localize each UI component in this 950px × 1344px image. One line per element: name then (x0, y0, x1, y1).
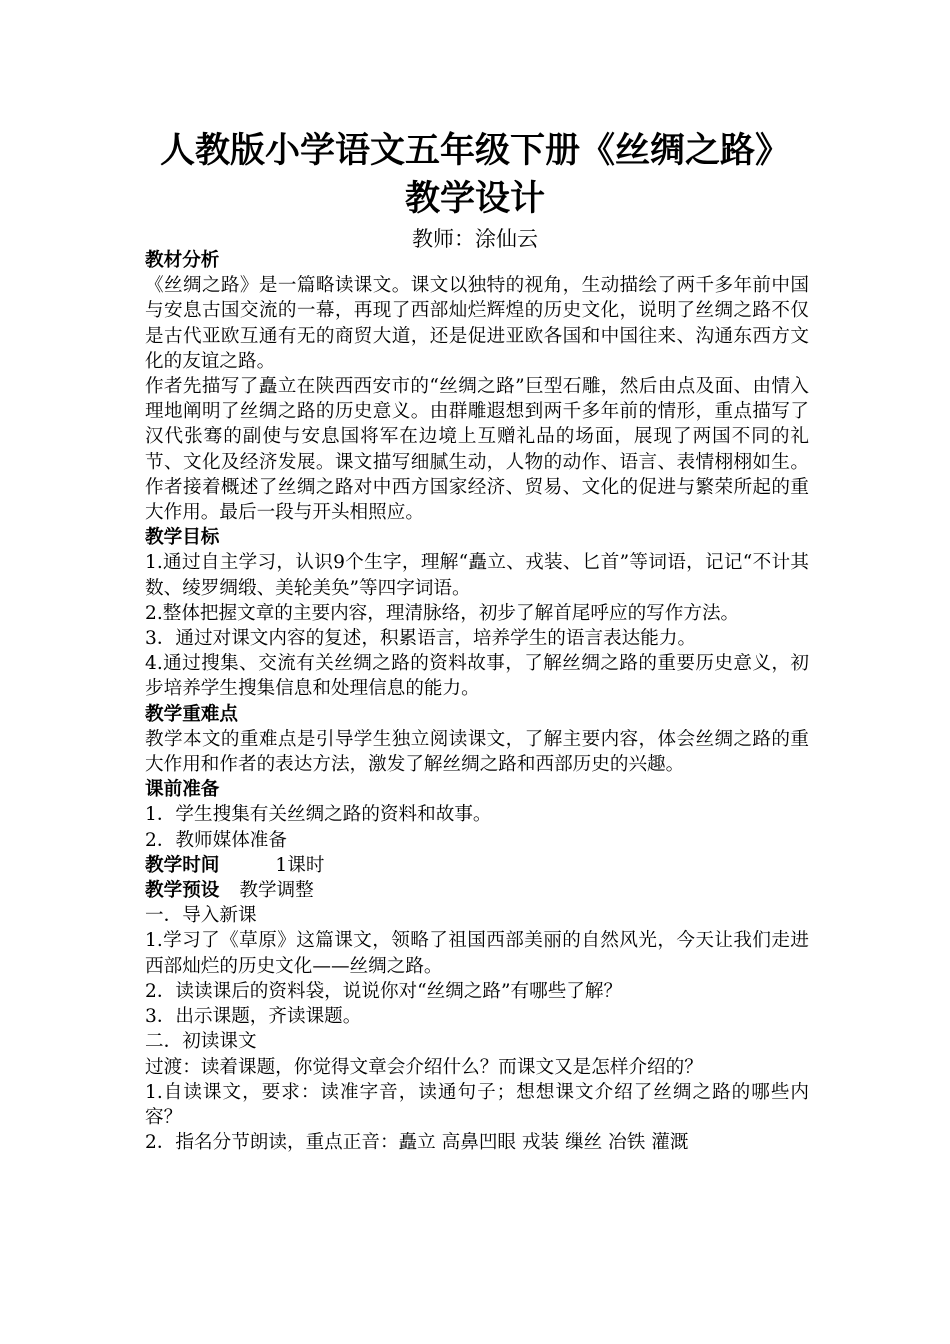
prep-item-1: 1．学生搜集有关丝绸之路的资料和故事。 (145, 804, 492, 826)
teaching-plan-line (145, 878, 809, 903)
section-heading-time: 教学时间 (145, 854, 220, 876)
author-line: 教师：涂仙云 (412, 227, 538, 251)
analysis-paragraph-1: 《丝绸之路》是一篇略读课文。课文以独特的视角，生动描绘了两千多年前中国与安息古国交流的一幕，再现了西部灿烂辉煌的历史文化，说明了丝绸之路不仅是古代亚欧互通有无的商贸大道，还是促进亚欧各国和中国往来、沟通东西方文化的友谊之路。 (145, 275, 809, 372)
section-heading-key-points: 教学重难点 (145, 703, 238, 725)
part2-item-1: 1.自读课文，要求：读准字音，读通句子；想想课文介绍了丝绸之路的哪些内容？ (145, 1081, 809, 1128)
section-heading-goals: 教学目标 (145, 527, 220, 549)
part2-item-2: 2．指名分节朗读，重点正音：矗立 高鼻凹眼 戎装 缫丝 冶铁 灌溉 (145, 1132, 689, 1154)
document-body (145, 248, 809, 1155)
part2-heading: 二．初读课文 (145, 1031, 257, 1053)
part1-item-3: 3．出示课题，齐读课题。 (145, 1006, 362, 1028)
teaching-time-line (145, 853, 809, 878)
goal-item-2: 2.整体把握文章的主要内容，理清脉络，初步了解首尾呼应的写作方法。 (145, 602, 740, 624)
part1-item-1: 1.学习了《草原》这篇课文，领略了祖国西部美丽的自然风光，今天让我们走进西部灿烂的历史文化——丝绸之路。 (145, 930, 809, 977)
part1-heading: 一．导入新课 (145, 905, 257, 927)
prep-item-2: 2．教师媒体准备 (145, 829, 287, 851)
goal-item-1: 1.通过自主学习，认识9个生字，理解“矗立、戎装、匕首”等词语，记记“不计其数、绫罗绸缎、美轮美奂”等四字词语。 (145, 552, 809, 599)
analysis-paragraph-2: 作者先描写了矗立在陕西西安市的“丝绸之路”巨型石雕，然后由点及面、由情入理地阐明了丝绸之路的历史意义。由群雕遐想到两千多年前的情形，重点描写了汉代张骞的副使与安息国将军在边境上互赠礼品的场面，展现了两国不同的礼节、文化及经济发展。课文描写细腻生动，人物的动作、语言、表情栩栩如生。作者接着概述了丝绸之路对中西方国家经济、贸易、文化的促进与繁荣所起的重大作用。最后一段与开头相照应。 (145, 376, 809, 524)
teaching-adjust-label: 教学调整 (239, 880, 314, 902)
section-heading-prep: 课前准备 (145, 779, 220, 801)
section-heading-analysis: 教材分析 (145, 250, 220, 271)
document-title: 人教版小学语文五年级下册《丝绸之路》 (159, 130, 790, 171)
section-heading-plan: 教学预设 (145, 880, 220, 902)
goal-item-3: 3．通过对课文内容的复述，积累语言，培养学生的语言表达能力。 (145, 628, 697, 650)
part2-transition: 过渡：读着课题，你觉得文章会介绍什么？而课文又是怎样介绍的？ (145, 1056, 703, 1078)
goal-item-4: 4.通过搜集、交流有关丝绸之路的资料故事，了解丝绸之路的重要历史意义，初步培养学生搜集信息和处理信息的能力。 (145, 653, 809, 700)
document-subtitle: 教学设计 (404, 178, 545, 219)
part1-item-2: 2．读读课后的资料袋，说说你对“丝绸之路”有哪些了解？ (145, 980, 623, 1002)
teaching-time-value: 1课时 (275, 854, 325, 876)
key-points-paragraph: 教学本文的重难点是引导学生独立阅读课文，了解主要内容，体会丝绸之路的重大作用和作者的表达方法，激发了解丝绸之路和西部历史的兴趣。 (145, 728, 809, 776)
